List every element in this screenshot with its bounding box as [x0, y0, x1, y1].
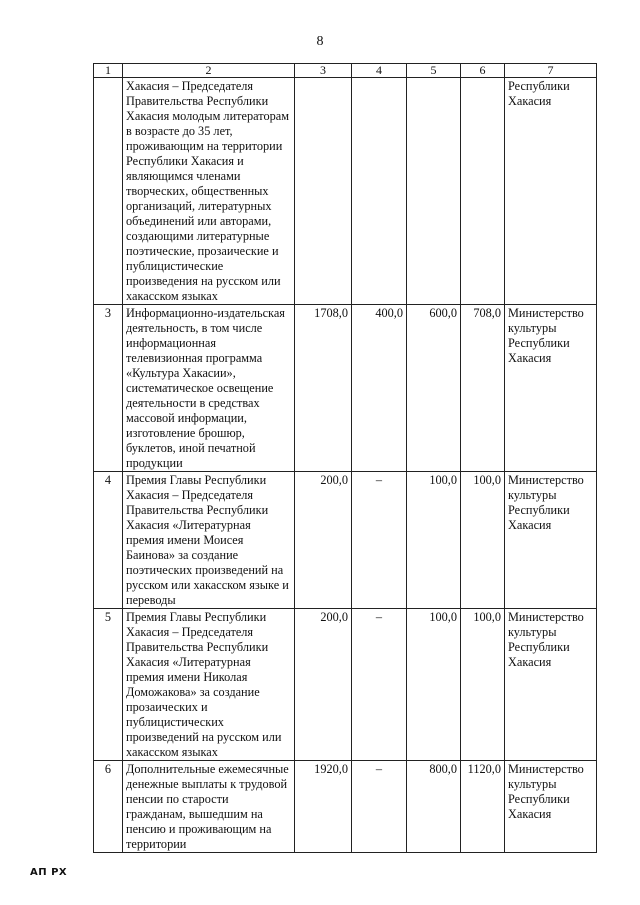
row-description: Информационно-издательская деятельность, в том числе информационная телевизионная программа «Культура Хакасии», систематическое освещение деятельности в средствах массовой информации, изготовление брошюр, буклетов, иной печатной продукции [123, 305, 295, 472]
amount-year-2: 800,0 [407, 761, 461, 853]
table-row [94, 305, 597, 472]
executor: Министерство культуры Республики Хакасия [505, 305, 597, 472]
amount-year-3: 100,0 [461, 472, 505, 609]
column-header: 7 [505, 64, 597, 78]
row-number [94, 78, 123, 305]
amount-year-3: 1120,0 [461, 761, 505, 853]
executor: Республики Хакасия [505, 78, 597, 305]
row-number: 5 [94, 609, 123, 761]
amount-year-2: 100,0 [407, 609, 461, 761]
executor: Министерство культуры Республики Хакасия [505, 609, 597, 761]
column-header: 5 [407, 64, 461, 78]
total-amount: 1708,0 [295, 305, 352, 472]
column-header: 2 [123, 64, 295, 78]
archive-stamp: АП РХ [30, 867, 68, 878]
amount-year-2: 600,0 [407, 305, 461, 472]
executor: Министерство культуры Республики Хакасия [505, 472, 597, 609]
table-row [94, 761, 597, 853]
amount-year-1: – [352, 472, 407, 609]
amount-year-2 [407, 78, 461, 305]
amount-year-1: 400,0 [352, 305, 407, 472]
page-number: 8 [316, 34, 324, 49]
total-amount: 200,0 [295, 609, 352, 761]
row-description: Премия Главы Республики Хакасия – Председателя Правительства Республики Хакасия «Литературная премия имени Моисея Баинова» за создание поэтических произведений на русском или хакасском языке и переводы [123, 472, 295, 609]
table-row [94, 472, 597, 609]
total-amount: 200,0 [295, 472, 352, 609]
amount-year-3: 708,0 [461, 305, 505, 472]
amount-year-3: 100,0 [461, 609, 505, 761]
amount-year-2: 100,0 [407, 472, 461, 609]
column-header: 4 [352, 64, 407, 78]
amount-year-1: – [352, 609, 407, 761]
row-description: Премия Главы Республики Хакасия – Председателя Правительства Республики Хакасия «Литературная премия имени Николая Доможакова» за создание прозаических и публицистических произведений на русском или хакасском языках [123, 609, 295, 761]
amount-year-3 [461, 78, 505, 305]
header-row [94, 64, 597, 78]
column-header: 1 [94, 64, 123, 78]
executor: Министерство культуры Республики Хакасия [505, 761, 597, 853]
column-header: 6 [461, 64, 505, 78]
row-number: 3 [94, 305, 123, 472]
row-number: 4 [94, 472, 123, 609]
amount-year-1: – [352, 761, 407, 853]
row-description: Дополнительные ежемесячные денежные выплаты к трудовой пенсии по старости гражданам, вышедшим на пенсию и проживающим на территории [123, 761, 295, 853]
total-amount: 1920,0 [295, 761, 352, 853]
program-table [93, 63, 597, 853]
table-row [94, 609, 597, 761]
table-row [94, 78, 597, 305]
row-description: Хакасия – Председателя Правительства Республики Хакасия молодым литераторам в возрасте до 35 лет, проживающим на территории Республики Хакасия и являющимся членами творческих, общественных организаций, литературных объединений или авторами, создающими литературные поэтические, прозаические и публицистические произведения на русском или хакасском языках [123, 78, 295, 305]
row-number: 6 [94, 761, 123, 853]
total-amount [295, 78, 352, 305]
amount-year-1 [352, 78, 407, 305]
column-header: 3 [295, 64, 352, 78]
